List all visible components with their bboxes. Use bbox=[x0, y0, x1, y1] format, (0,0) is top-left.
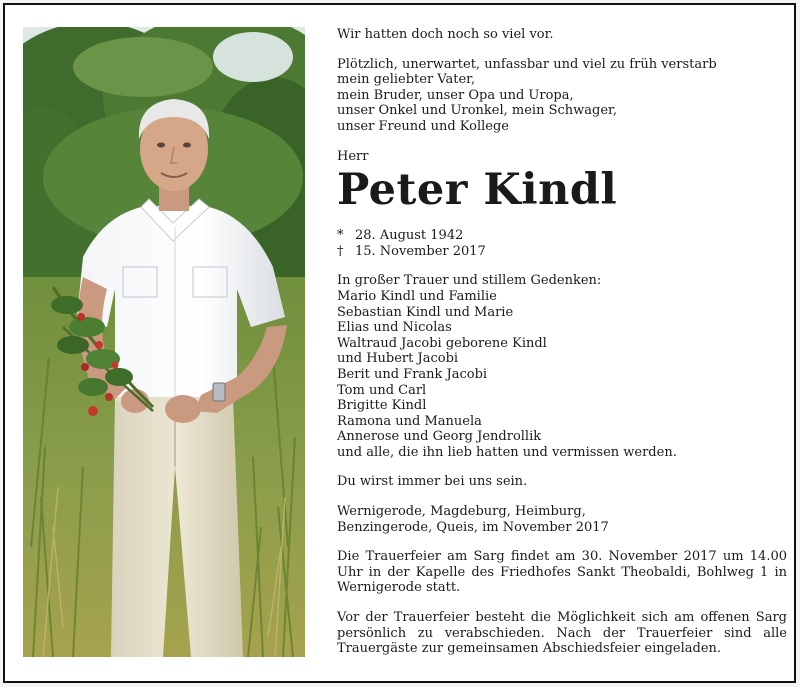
farewell-line: Du wirst immer bei uns sein. bbox=[337, 474, 528, 490]
death-date: 15. November 2017 bbox=[355, 243, 486, 259]
funeral-info: Die Trauerfeier am Sarg findet am 30. November 2017 um 14.00 Uhr in der Kapelle des Friedhofes Sankt Theobaldi, Bohlweg 1 in Wernigerode statt. bbox=[337, 549, 787, 596]
places-line: Benzingerode, Queis, im November 2017 bbox=[337, 519, 609, 535]
intro-block bbox=[337, 57, 787, 135]
death-row bbox=[337, 244, 787, 260]
intro-line: mein Bruder, unser Opa und Uropa, bbox=[337, 87, 574, 103]
places-block bbox=[337, 504, 787, 535]
portrait-photo bbox=[23, 27, 305, 657]
mourner-line: Berit und Frank Jacobi bbox=[337, 366, 488, 382]
salutation: Herr bbox=[337, 148, 369, 164]
mourner-line: und Hubert Jacobi bbox=[337, 351, 459, 367]
mourner-line: Elias und Nicolas bbox=[337, 320, 452, 336]
mourner-line: Waltraud Jacobi geborene Kindl bbox=[337, 335, 547, 351]
birth-symbol: * bbox=[337, 228, 344, 244]
mourner-line: Tom und Carl bbox=[337, 382, 427, 398]
obituary-notice bbox=[3, 3, 796, 683]
places-line: Wernigerode, Magdeburg, Heimburg, bbox=[337, 504, 586, 520]
intro-line: unser Freund und Kollege bbox=[337, 118, 509, 134]
portrait-illustration bbox=[23, 27, 305, 657]
mourner-line: Mario Kindl und Familie bbox=[337, 288, 497, 304]
mourner-line: und alle, die ihn lieb hatten und vermissen werden. bbox=[337, 444, 677, 460]
cross-symbol: † bbox=[337, 243, 344, 259]
additional-info: Vor der Trauerfeier besteht die Möglichkeit sich am offenen Sarg persönlich zu verabschieden. Nach der Trauerfeier sind alle Trauergäste zur gemeinsamen Abschiedsfeier eingeladen. bbox=[337, 610, 787, 657]
mourners-heading: In großer Trauer und stillem Gedenken: bbox=[337, 273, 602, 289]
birth-row bbox=[337, 228, 787, 244]
birth-date: 28. August 1942 bbox=[355, 228, 464, 244]
intro-line: unser Onkel und Uronkel, mein Schwager, bbox=[337, 103, 617, 119]
opening-line: Wir hatten doch noch so viel vor. bbox=[337, 27, 554, 42]
mourner-line: Annerose und Georg Jendrollik bbox=[337, 429, 542, 445]
mourner-line: Ramona und Manuela bbox=[337, 413, 482, 429]
mourner-line: Sebastian Kindl und Marie bbox=[337, 304, 514, 320]
mourner-line: Brigitte Kindl bbox=[337, 398, 427, 414]
intro-line: mein geliebter Vater, bbox=[337, 72, 476, 88]
notice-text bbox=[337, 27, 787, 657]
life-dates bbox=[337, 228, 787, 259]
mourners-block bbox=[337, 273, 787, 460]
intro-line: Plötzlich, unerwartet, unfassbar und viel zu früh verstarb bbox=[337, 56, 717, 72]
deceased-name: Peter Kindl bbox=[337, 165, 618, 216]
